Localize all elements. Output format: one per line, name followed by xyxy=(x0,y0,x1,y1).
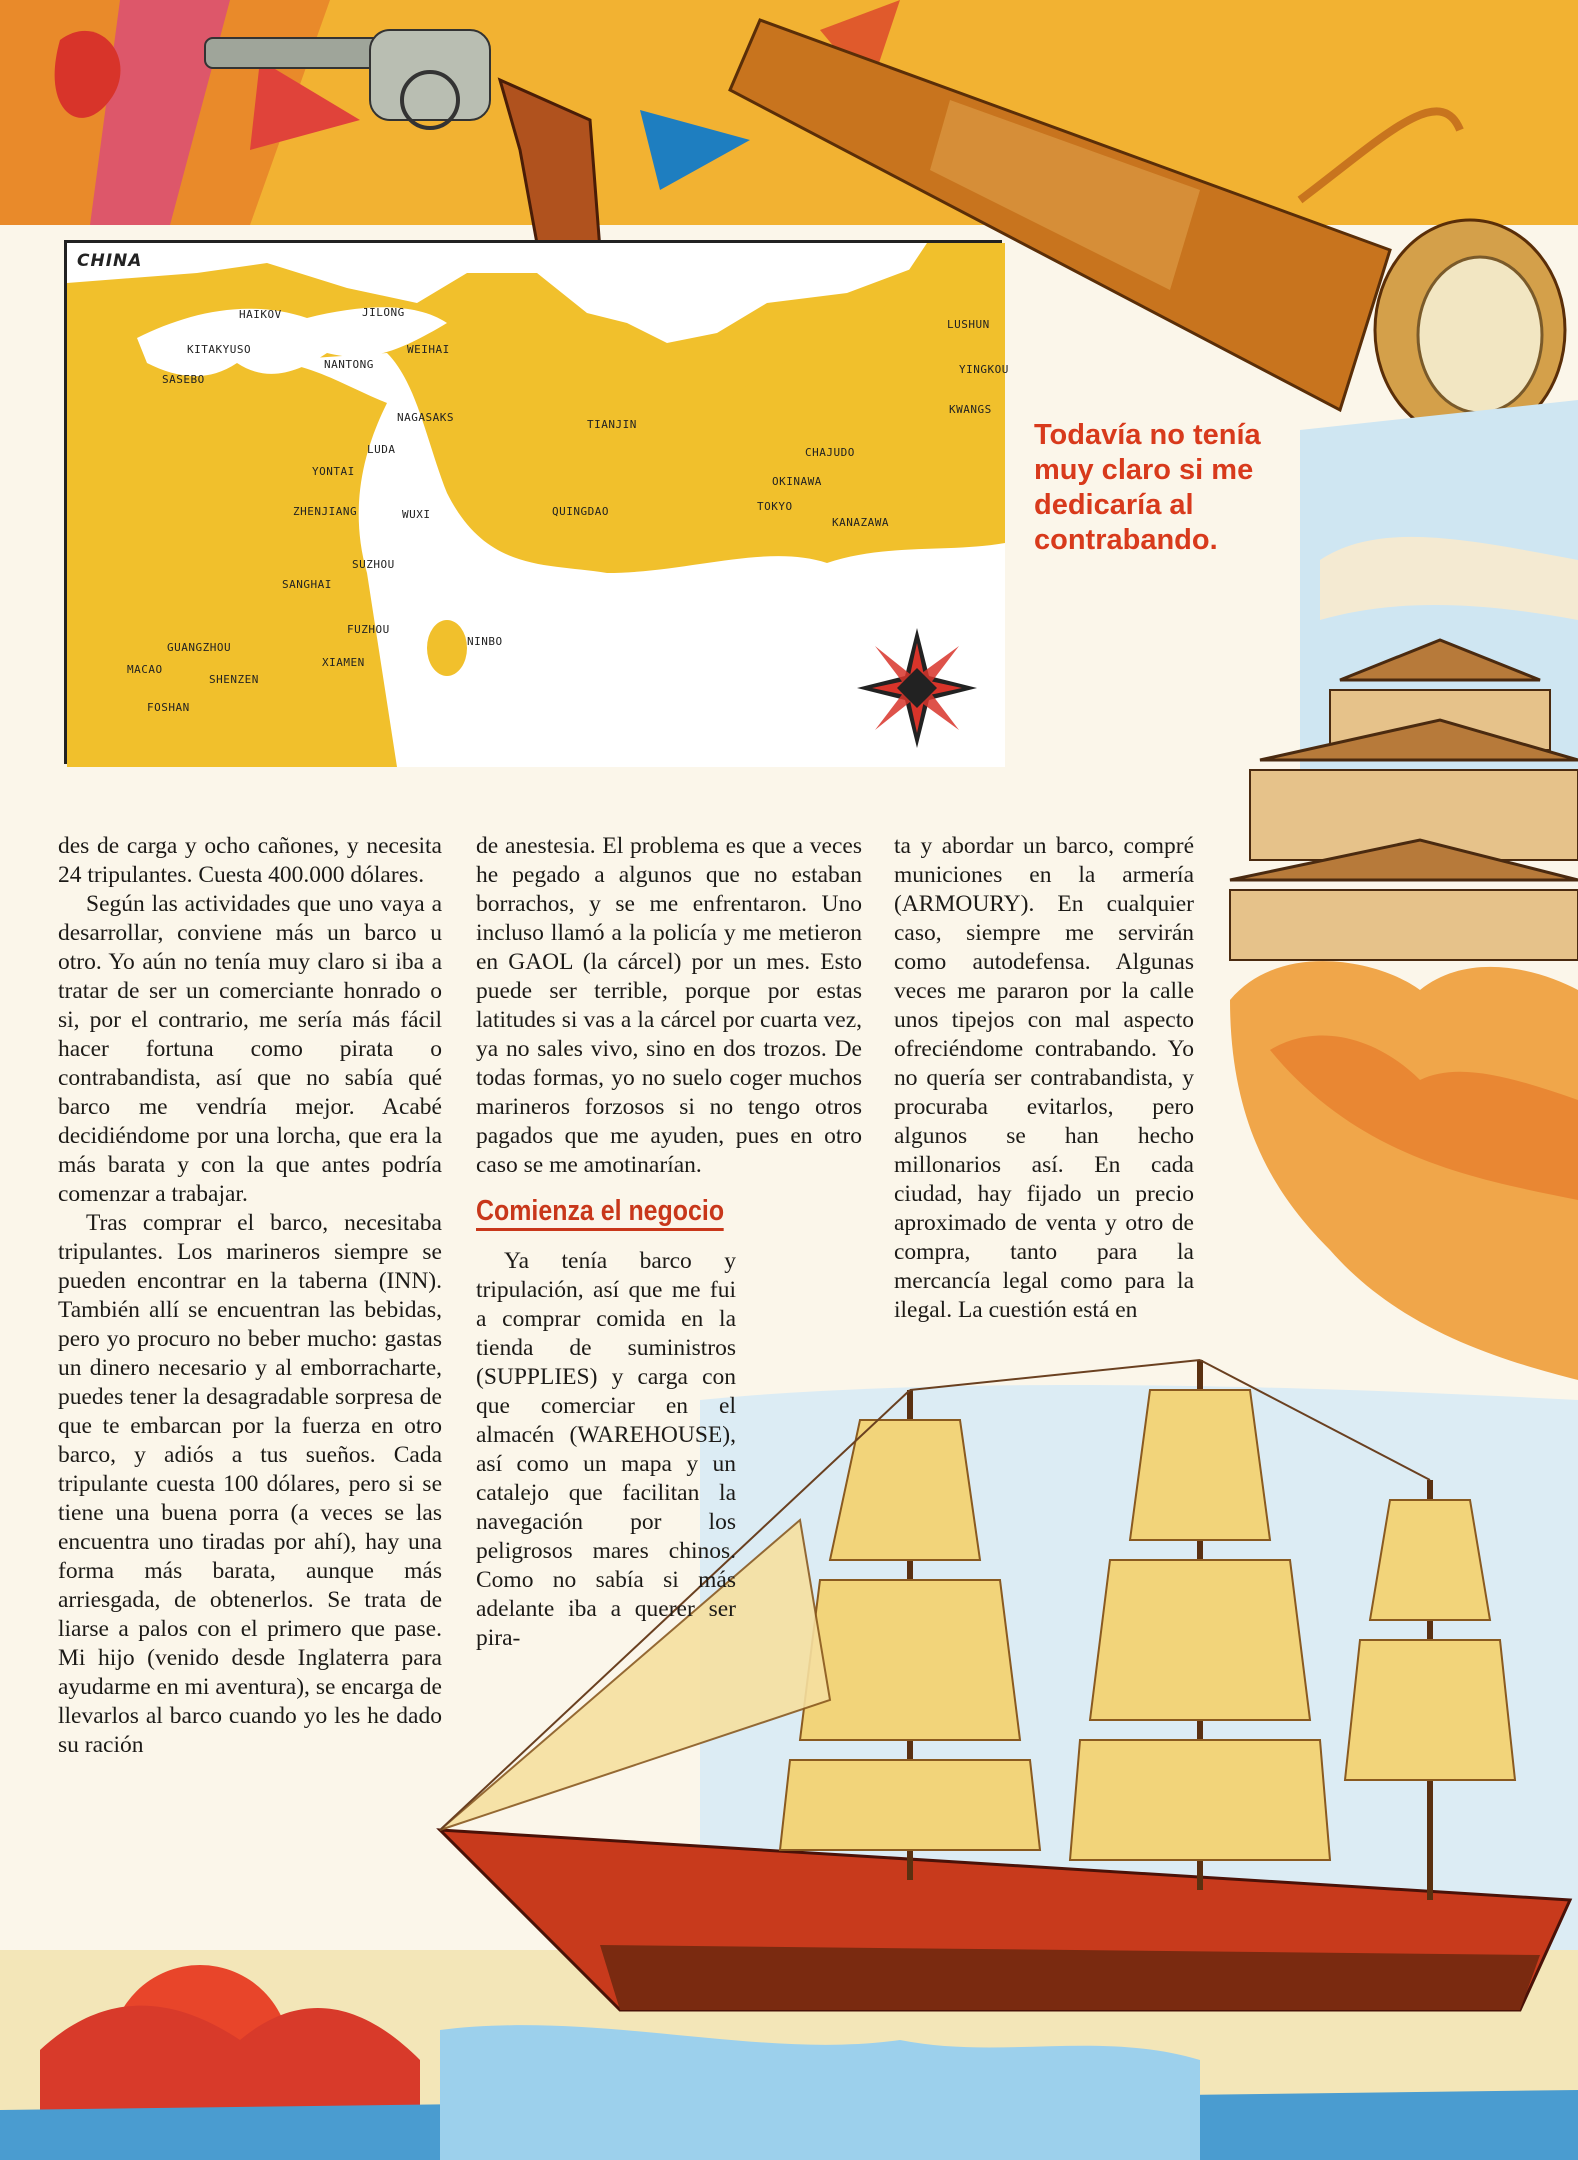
paragraph: de anestesia. El problema es que a veces he pegado a algunos que no estaban borrachos, y se me enfrentaron. Uno incluso llamó a la policía y me metieron en GAOL (la cárcel) por un mes. Esto puede ser terrible, porque por estas latitudes si vas a la cárcel por cuarta vez, ya no sales vivo, sino en dos trozos. De todas formas, yo no suelo coger muchos marineros forzosos si no tengo otros pagados que me ayuden, pues en otro caso se me amotinarían. xyxy=(476,833,862,1178)
paragraph: Según las actividades que uno vaya a desarrollar, conviene más un barco u otro. Yo aún no tenía muy claro si iba a tratar de ser un comerciante honrado o si, por el contrario, me sería más fácil hacer fortuna como pirata o contrabandista, así que no sabía qué barco me vendría mejor. Acabé decidiéndome por una lorcha, que era la más barata y con la que antes podría comenzar a trabajar. xyxy=(58,891,442,1207)
map-city-label: SHENZEN xyxy=(209,673,259,686)
map-china xyxy=(64,240,1009,764)
map-city-label: QUINGDAO xyxy=(552,505,609,518)
map-city-label: YONTAI xyxy=(312,465,355,478)
text-column-2 xyxy=(476,832,862,1653)
pull-quote: Todavía no tenía muy claro si me dedicaría al contrabando. xyxy=(1034,419,1261,556)
map-city-label: TOKYO xyxy=(757,500,793,513)
map-title: CHINA xyxy=(77,251,143,271)
paragraph: Tras comprar el barco, necesitaba tripulantes. Los marineros siempre se pueden encontrar en la taberna (INN). También allí se encuentran las bebidas, pero yo procuro no beber mucho: gastas un dinero necesario y al emborracharte, puedes tener la desagradable sorpresa de que te embarcan por la fuerza en otro barco, y adiós a tus sueños. Cada tripulante cuesta 100 dólares, pero si se tiene una buena porra (a veces se las encuentra uno tiradas por ahí), hay una forma más barata, aunque más arriesgada, de obtenerlos. Se trata de liarse a palos con el primero que pase. Mi hijo (venido desde Inglaterra para ayudarme en mi aventura), se encarga de llevarlos al barco cuando yo les he dado su ración xyxy=(58,1210,442,1758)
map-city-label: CHAJUDO xyxy=(805,446,855,459)
paragraph: ta y abordar un barco, compré municiones en la armería (ARMOURY). En cualquier caso, siempre me servirán como autodefensa. Algunas veces me pararon por la calle unos tipejos con mal aspecto ofreciéndome contrabando. Yo no quería ser contrabandista, y procuraba evitarlos, pero algunos se han hecho millonarios así. En cada ciudad, hay fijado un precio aproximado de venta y otro de compra, tanto para la mercancía legal como para la ilegal. La cuestión está en xyxy=(894,833,1194,1323)
map-city-label: GUANGZHOU xyxy=(167,641,232,654)
map-city-label: WEIHAI xyxy=(407,343,450,356)
map-city-label: FUZHOU xyxy=(347,623,390,636)
map-city-label: KANAZAWA xyxy=(832,516,889,529)
section-heading: Comienza el negocio xyxy=(476,1194,724,1231)
map-city-label: SANGHAI xyxy=(282,578,332,591)
paragraph: des de carga y ocho cañones, y necesita 24 tripulantes. Cuesta 400.000 dólares. xyxy=(58,833,442,888)
map-city-label: SASEBO xyxy=(162,373,205,386)
map-city-label: NAGASAKS xyxy=(397,411,454,424)
map-city-label: MACAO xyxy=(127,663,163,676)
map-city-label: LUSHUN xyxy=(947,318,990,331)
text-column-3 xyxy=(894,832,1280,1325)
text-column-1 xyxy=(58,832,442,1760)
map-city-label: NINBO xyxy=(467,635,503,648)
map-city-label: NANTONG xyxy=(324,358,374,371)
map-city-label: HAIKOV xyxy=(239,308,282,321)
map-city-label: JILONG xyxy=(362,306,405,319)
map-city-label: TIANJIN xyxy=(587,418,637,431)
map-city-label: WUXI xyxy=(402,508,431,521)
map-city-label: XIAMEN xyxy=(322,656,365,669)
map-city-label: KITAKYUSO xyxy=(187,343,252,356)
map-city-label: ZHENJIANG xyxy=(293,505,358,518)
map-city-label: SUZHOU xyxy=(352,558,395,571)
map-city-label: OKINAWA xyxy=(772,475,822,488)
map-city-label: FOSHAN xyxy=(147,701,190,714)
compass-rose-icon xyxy=(857,628,977,748)
map-city-label: YINGKOU xyxy=(959,363,1009,376)
map-city-label: KWANGS xyxy=(949,403,992,416)
map-city-label: LUDA xyxy=(367,443,396,456)
paragraph: Ya tenía barco y tripulación, así que me fui a comprar comida en la tienda de suministros (SUPPLIES) y carga con que comerciar en el almacén (WAREHOUSE), así como un mapa y un catalejo que facilitan la navegación por los peligrosos mares chinos. Como no sabía si más adelante iba a querer ser pira- xyxy=(476,1248,736,1651)
